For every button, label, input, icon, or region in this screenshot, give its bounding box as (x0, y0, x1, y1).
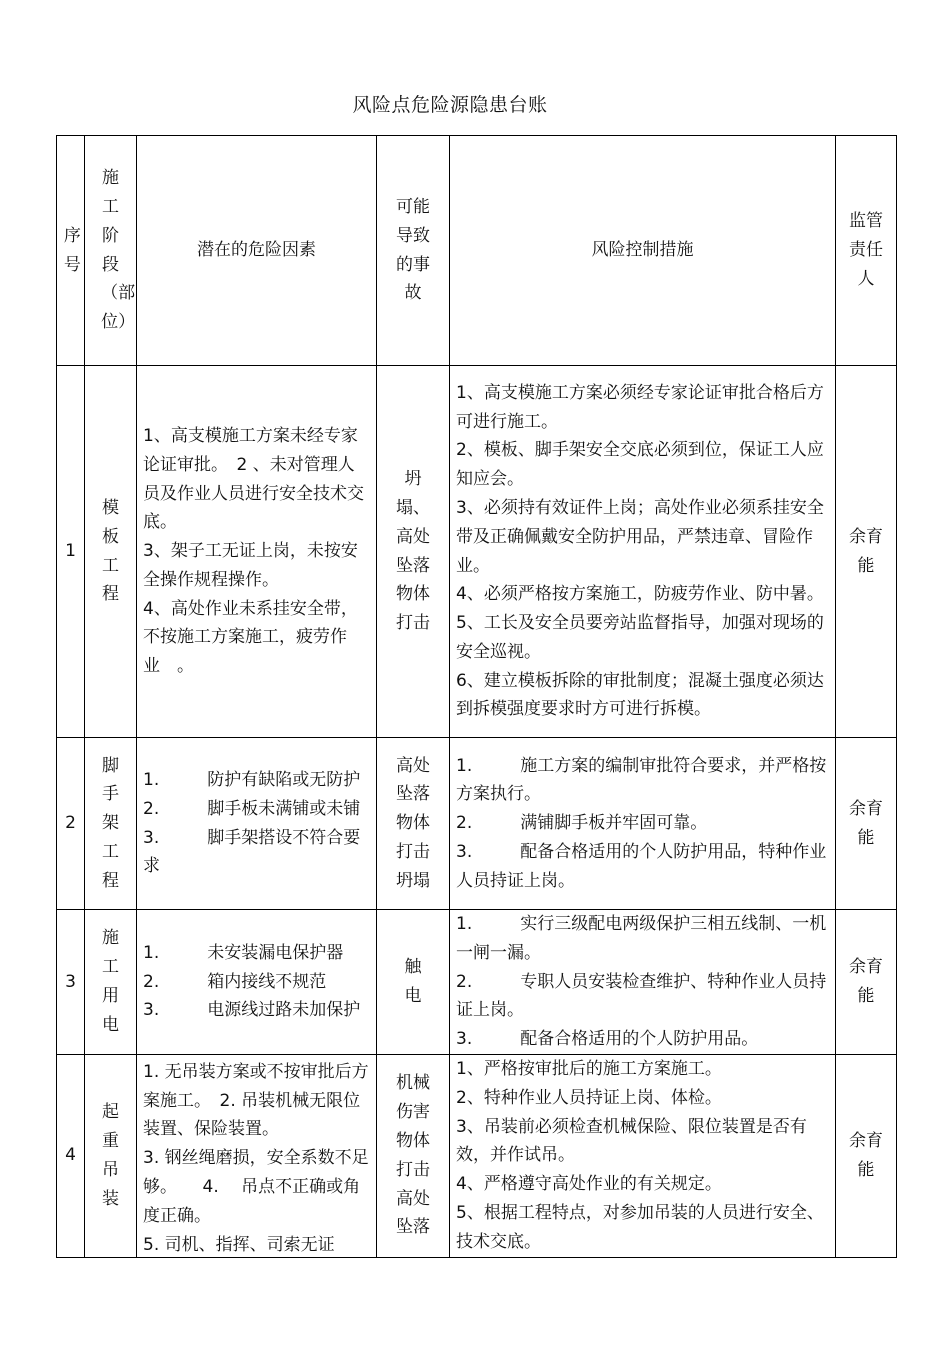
hazard-item (143, 939, 370, 968)
header-supervisor-cell (836, 136, 897, 366)
row-supervisor-cell (836, 738, 897, 910)
hazard-text: 未安装漏电保护器 (207, 942, 344, 963)
row-measures (450, 738, 836, 910)
hazard-item: 4、高处作业未系挂安全带，不按施工方案施工，疲劳作业 。 (143, 598, 358, 677)
hazard-number: 3. (143, 1000, 160, 1021)
header-stage: 施工阶段（部位） (101, 168, 136, 333)
row-supervisor-cell (836, 1054, 897, 1257)
row-accidents-cell (377, 738, 450, 910)
measure-item: 4、严格遵守高处作业的有关规定。 (456, 1174, 722, 1195)
row-stage-cell (85, 1054, 137, 1257)
row-supervisor: 余育能 (848, 526, 883, 576)
hazard-number: 2. (143, 798, 160, 819)
hazard-text: 防护有缺陷或无防护 (207, 769, 361, 790)
header-seq-cell (57, 136, 85, 366)
row-stage-cell (85, 910, 137, 1055)
row-accidents-cell (377, 910, 450, 1055)
row-stage-cell (85, 366, 137, 738)
measure-text: 施工方案的编制审批符合要求，并严格按方案执行。 (456, 755, 827, 805)
row-accidents-cell (377, 1054, 450, 1257)
hazard-item (143, 824, 370, 882)
header-measures: 风险控制措施 (450, 136, 836, 366)
measure-item (456, 809, 829, 838)
header-accidents-cell (377, 136, 450, 366)
row-measures (450, 1054, 836, 1257)
hazard-item: 3、架子工无证上岗，未按安全操作规程操作。 (143, 541, 358, 590)
hazard-item: 1. 无吊装方案或不按审批后方案施工。 2. 吊装机械无限位装置、保险装置。 (143, 1061, 369, 1140)
measure-text: 配备合格适用的个人防护用品。 (520, 1029, 759, 1050)
measure-text: 配备合格适用的个人防护用品，特种作业人员持证上岗。 (456, 841, 827, 891)
row-seq: 2 (57, 738, 85, 910)
header-accidents: 可能导致的事故 (395, 196, 430, 304)
row-accidents: 机械伤害物体打击高处坠落 (395, 1073, 430, 1238)
hazard-item (143, 968, 370, 997)
measure-item (456, 968, 829, 1026)
row-measures (450, 910, 836, 1055)
header-seq: 序号 (63, 225, 81, 275)
measure-item: 5、根据工程特点，对参加吊装的人员进行安全、技术交底。 (456, 1202, 824, 1252)
measure-item (456, 910, 829, 968)
measure-text: 专职人员安装检查维护、特种作业人员持证上岗。 (456, 971, 827, 1021)
document-title: 风险点危险源隐患台账 (352, 94, 548, 116)
row-hazards (137, 366, 377, 738)
measure-item: 5、工长及安全员要旁站监督指导，加强对现场的安全巡视。 (456, 613, 824, 662)
measure-item (456, 1025, 829, 1054)
table-row (57, 910, 897, 1055)
row-supervisor-cell (836, 366, 897, 738)
measure-text: 实行三级配电两级保护三相五线制、一机一闸一漏。 (456, 914, 827, 963)
row-hazards (137, 910, 377, 1055)
hazard-text: 电源线过路未加保护 (207, 1000, 361, 1021)
row-supervisor: 余育能 (848, 798, 883, 848)
row-supervisor: 余育能 (848, 957, 883, 1006)
header-supervisor: 监管责任人 (848, 211, 883, 289)
measure-item: 6、建立模板拆除的审批制度；混凝土强度必须达到拆模强度要求时方可进行拆模。 (456, 670, 824, 720)
hazard-number: 3. (143, 827, 160, 848)
table-row (57, 1054, 897, 1257)
measure-item: 1、高支模施工方案必须经专家论证审批合格后方可进行施工。 (456, 382, 824, 432)
hazard-number: 1. (143, 942, 160, 963)
row-accidents: 坍塌、高处坠落物体打击 (395, 469, 430, 634)
row-supervisor: 余育能 (848, 1130, 883, 1180)
row-supervisor-cell (836, 910, 897, 1055)
table-row (57, 738, 897, 910)
measure-number: 1. (456, 914, 473, 934)
hazard-number: 1. (143, 769, 160, 790)
measure-item: 1、严格按审批后的施工方案施工。 (456, 1058, 722, 1079)
header-stage-cell (85, 136, 137, 366)
header-hazards: 潜在的危险因素 (137, 136, 377, 366)
measure-number: 2. (456, 971, 473, 992)
measure-number: 3. (456, 841, 473, 862)
measure-number: 3. (456, 1029, 473, 1050)
row-seq: 3 (57, 910, 85, 1055)
hazard-text: 脚手架搭设不符合要求 (143, 827, 361, 877)
row-measures (450, 366, 836, 738)
measure-text: 满铺脚手板并牢固可靠。 (520, 813, 708, 834)
measure-item (456, 752, 829, 810)
hazard-item (143, 795, 370, 824)
hazard-number: 2. (143, 971, 160, 992)
hazard-item (143, 996, 370, 1025)
measure-item (456, 838, 829, 896)
measure-item: 2、特种作业人员持证上岗、体检。 (456, 1087, 722, 1108)
row-accidents: 高处坠落物体打击坍塌 (395, 755, 430, 891)
hazard-text: 脚手板未满铺或未铺 (207, 798, 361, 819)
row-accidents: 触电 (404, 957, 422, 1006)
row-seq: 4 (57, 1054, 85, 1257)
hazard-item: 1、高支模施工方案未经专家论证审批。 2 、未对管理人员及作业人员进行安全技术交底。 (143, 425, 364, 533)
hazard-item: 3. 钢丝绳磨损，安全系数不足够。 4. 吊点不正确或角度正确。 (143, 1148, 369, 1226)
measure-number: 2. (456, 813, 473, 834)
measure-item: 3、必须持有效证件上岗；高处作业必须系挂安全带及正确佩戴安全防护用品，严禁违章、冒险作业。 (456, 497, 824, 576)
row-stage: 起重吊装 (102, 1102, 119, 1209)
measure-number: 1. (456, 755, 473, 776)
hazard-item: 5. 司机、指挥、司索无证 (143, 1234, 335, 1254)
row-hazards (137, 1054, 377, 1257)
row-stage-cell (85, 738, 137, 910)
hazard-ledger-table (56, 135, 897, 1258)
row-stage: 模板工程 (102, 497, 119, 605)
measure-item: 2、模板、脚手架安全交底必须到位，保证工人应知应会。 (456, 440, 824, 490)
table-row (57, 366, 897, 738)
hazard-text: 箱内接线不规范 (207, 971, 327, 992)
row-hazards (137, 738, 377, 910)
measure-item: 4、必须严格按方案施工，防疲劳作业、防中暑。 (456, 584, 824, 605)
row-accidents-cell (377, 366, 450, 738)
row-seq: 1 (57, 366, 85, 738)
row-stage: 施工用电 (102, 928, 119, 1035)
measure-item: 3、吊装前必须检查机械保险、限位装置是否有效，并作试吊。 (456, 1116, 807, 1166)
hazard-item (143, 766, 370, 795)
table-header-row (57, 136, 897, 366)
row-stage: 脚手架工程 (102, 755, 119, 891)
